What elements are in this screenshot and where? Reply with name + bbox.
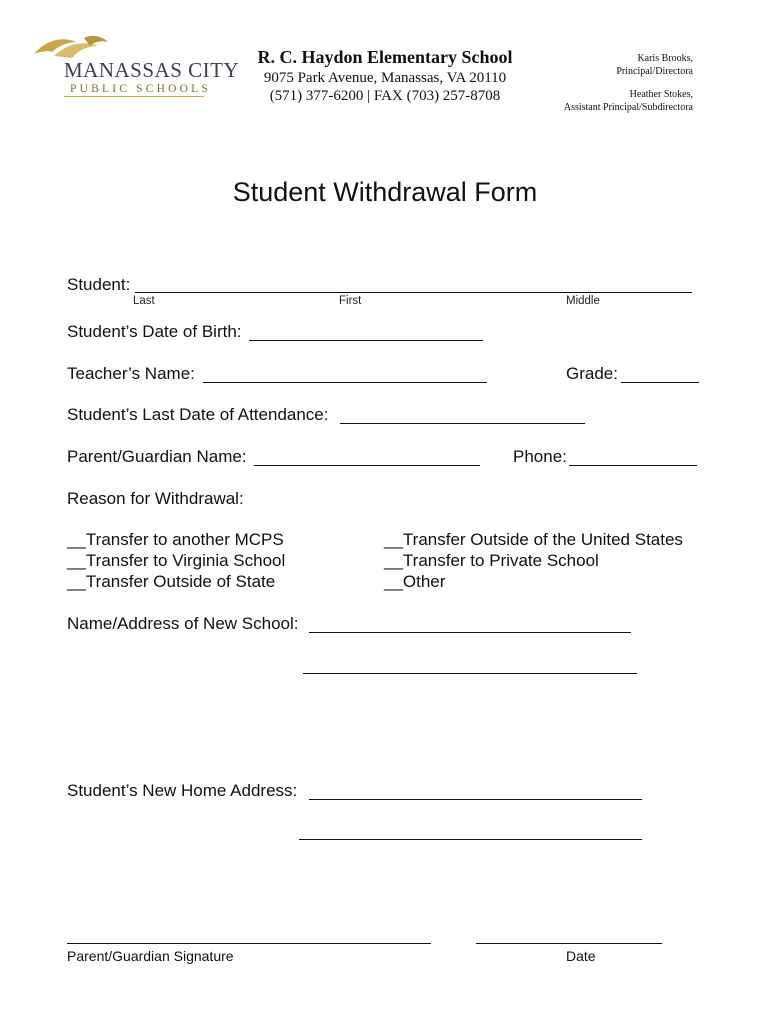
teacher-field[interactable] xyxy=(203,382,487,383)
reason-label: Reason for Withdrawal: xyxy=(67,489,244,508)
name-part-middle: Middle xyxy=(566,295,600,307)
teacher-label: Teacher’s Name: xyxy=(67,364,195,383)
dob-field[interactable] xyxy=(249,340,483,341)
reason-option[interactable]: __Transfer to another MCPS xyxy=(67,530,284,549)
grade-label: Grade: xyxy=(566,364,618,383)
phone-label: Phone: xyxy=(513,447,567,466)
phone-field[interactable] xyxy=(569,465,697,466)
student-name-field[interactable] xyxy=(135,292,692,293)
name-part-last: Last xyxy=(133,295,155,307)
new-school-field[interactable] xyxy=(309,632,631,633)
principal-name: Karis Brooks, xyxy=(637,53,693,64)
school-address: 9075 Park Avenue, Manassas, VA 20110 xyxy=(263,70,507,86)
reason-option[interactable]: __Transfer Outside of the United States xyxy=(384,530,683,549)
guardian-label: Parent/Guardian Name: xyxy=(67,447,247,466)
assistant-principal-name: Heather Stokes, xyxy=(629,89,693,100)
logo-name: MANASSAS CITY xyxy=(64,58,240,82)
school-name: R. C. Haydon Elementary School xyxy=(257,47,513,67)
last-attendance-label: Student’s Last Date of Attendance: xyxy=(67,405,329,424)
new-address-label: Student’s New Home Address: xyxy=(67,781,298,800)
school-phone-fax: (571) 377-6200 | FAX (703) 257-8708 xyxy=(269,88,501,104)
guardian-field[interactable] xyxy=(254,465,480,466)
new-address-field-line2[interactable] xyxy=(299,839,642,840)
form-title: Student Withdrawal Form xyxy=(232,177,538,207)
signature-field[interactable] xyxy=(67,943,431,944)
last-attendance-field[interactable] xyxy=(340,423,585,424)
logo-subtitle: PUBLIC SCHOOLS xyxy=(70,83,211,95)
name-part-first: First xyxy=(339,295,362,307)
new-school-label: Name/Address of New School: xyxy=(67,614,299,633)
reason-option[interactable]: __Transfer to Virginia School xyxy=(67,551,286,570)
new-address-field[interactable] xyxy=(309,799,642,800)
assistant-principal-title: Assistant Principal/Subdirectora xyxy=(563,102,693,113)
reason-option[interactable]: __Transfer to Private School xyxy=(384,551,599,570)
grade-field[interactable] xyxy=(621,382,699,383)
logo-underline xyxy=(64,96,204,97)
reason-option[interactable]: __Transfer Outside of State xyxy=(67,572,276,591)
principal-title: Principal/Directora xyxy=(616,66,693,77)
date-field[interactable] xyxy=(476,943,662,944)
student-label: Student: xyxy=(67,275,131,294)
reason-option[interactable]: __Other xyxy=(384,572,446,591)
new-school-field-line2[interactable] xyxy=(303,673,637,674)
signature-label: Parent/Guardian Signature xyxy=(67,948,234,964)
date-label: Date xyxy=(566,948,596,964)
dob-label: Student’s Date of Birth: xyxy=(67,322,242,341)
